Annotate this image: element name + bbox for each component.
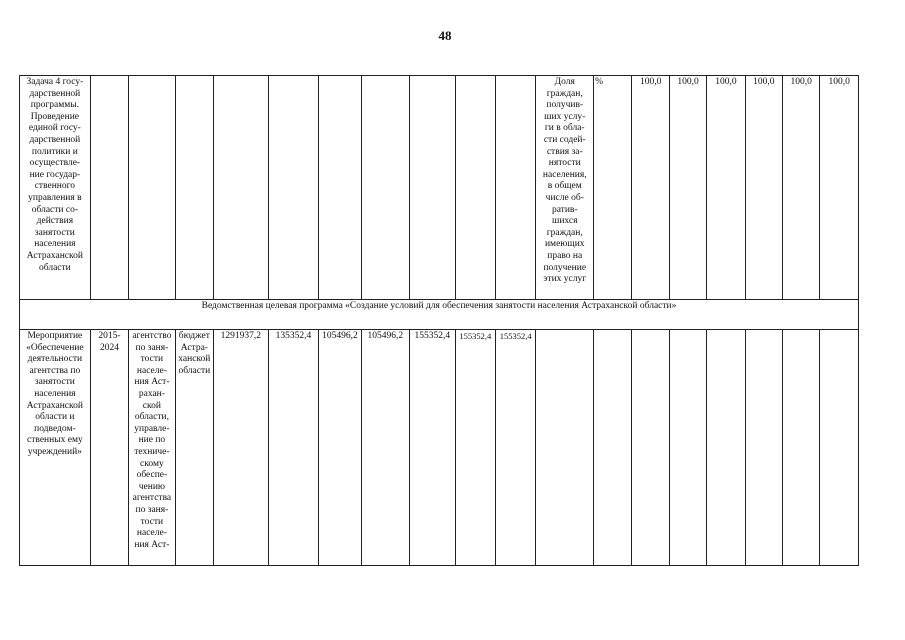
indicator-value: 100,0 bbox=[828, 77, 850, 87]
empty-cell bbox=[268, 76, 319, 300]
total-cell bbox=[214, 330, 269, 566]
year-amount-cell bbox=[496, 330, 536, 566]
empty-cell bbox=[594, 330, 632, 566]
empty-cell bbox=[214, 76, 269, 300]
subprogram-row bbox=[20, 300, 859, 330]
empty-cell bbox=[410, 76, 455, 300]
indicator-value-cell bbox=[783, 76, 820, 300]
empty-cell bbox=[707, 330, 745, 566]
empty-cell bbox=[783, 330, 820, 566]
empty-cell bbox=[175, 76, 213, 300]
funding-total: 1291937,2 bbox=[220, 331, 262, 341]
indicator-value-cell bbox=[820, 76, 859, 300]
empty-cell bbox=[455, 76, 495, 300]
executor-cell bbox=[129, 330, 175, 566]
empty-cell bbox=[632, 330, 669, 566]
empty-cell bbox=[319, 76, 361, 300]
year-amount: 155352,4 bbox=[414, 331, 451, 341]
year-amount: 135352,4 bbox=[275, 331, 312, 341]
page-number: 48 bbox=[438, 28, 452, 43]
funding-source: бюджет Астра- ханской области bbox=[178, 331, 211, 376]
activity-executor: агентство по заня- тости населе- ния Аст- рахан- ской области, управле- ние по техниче- скому обеспе- чению агентства по заня- тости населе- ния Аст- bbox=[132, 331, 172, 550]
activity-period: 2015- 2024 bbox=[98, 331, 121, 353]
year-amount-cell bbox=[319, 330, 361, 566]
empty-cell bbox=[129, 76, 175, 300]
empty-cell bbox=[496, 76, 536, 300]
indicator-value-cell bbox=[632, 76, 669, 300]
activity-name: Мероприятие «Обеспечение деятельности агентства по занятости населения Астраханской области и подведом- ственных ему учреждений» bbox=[26, 331, 84, 457]
task-goal-text: Задача 4 госу- дарственной программы. Проведение единой госу- дарственной политики и осуществле- ние государ- ственного управления в области со- действия занятости населения Астраханской области bbox=[26, 77, 84, 273]
indicator-value: 100,0 bbox=[677, 77, 699, 87]
subprogram-title: Ведомственная целевая программа «Создание условий для обеспечения занятости населения Астраханской области» bbox=[201, 301, 677, 311]
task-row bbox=[20, 76, 859, 300]
indicator-value-cell bbox=[669, 76, 706, 300]
indicator-text: Доля граждан, получив- ших услу- ги в обла- сти содей- ствия за- нятости населения, в общем числе об- ратив- шихся граждан, имеющих право на получение этих услуг bbox=[542, 77, 587, 285]
year-amount-cell bbox=[455, 330, 495, 566]
empty-cell bbox=[90, 76, 128, 300]
year-amount-cell bbox=[410, 330, 455, 566]
empty-cell bbox=[361, 76, 410, 300]
task-goal-cell bbox=[20, 76, 91, 300]
empty-cell bbox=[820, 330, 859, 566]
year-amount: 105496,2 bbox=[322, 331, 358, 341]
indicator-cell bbox=[536, 76, 594, 300]
indicator-value-cell bbox=[707, 76, 745, 300]
indicator-value: 100,0 bbox=[753, 77, 775, 87]
unit-cell bbox=[594, 76, 632, 300]
year-amount: 155352,4 bbox=[499, 331, 532, 341]
indicator-value: 100,0 bbox=[639, 77, 662, 87]
subprogram-title-cell bbox=[20, 300, 859, 330]
year-amount: 105496,2 bbox=[367, 331, 404, 341]
empty-cell bbox=[745, 330, 782, 566]
unit-text: % bbox=[595, 77, 603, 87]
activity-name-cell bbox=[20, 330, 91, 566]
empty-cell bbox=[536, 330, 594, 566]
period-cell bbox=[90, 330, 128, 566]
empty-cell bbox=[669, 330, 706, 566]
year-amount-cell bbox=[361, 330, 410, 566]
program-table bbox=[19, 75, 859, 566]
year-amount: 155352,4 bbox=[459, 331, 492, 341]
indicator-value: 100,0 bbox=[715, 77, 737, 87]
indicator-value-cell bbox=[745, 76, 782, 300]
source-cell bbox=[175, 330, 213, 566]
year-amount-cell bbox=[268, 330, 319, 566]
activity-row bbox=[20, 330, 859, 566]
indicator-value: 100,0 bbox=[790, 77, 812, 87]
